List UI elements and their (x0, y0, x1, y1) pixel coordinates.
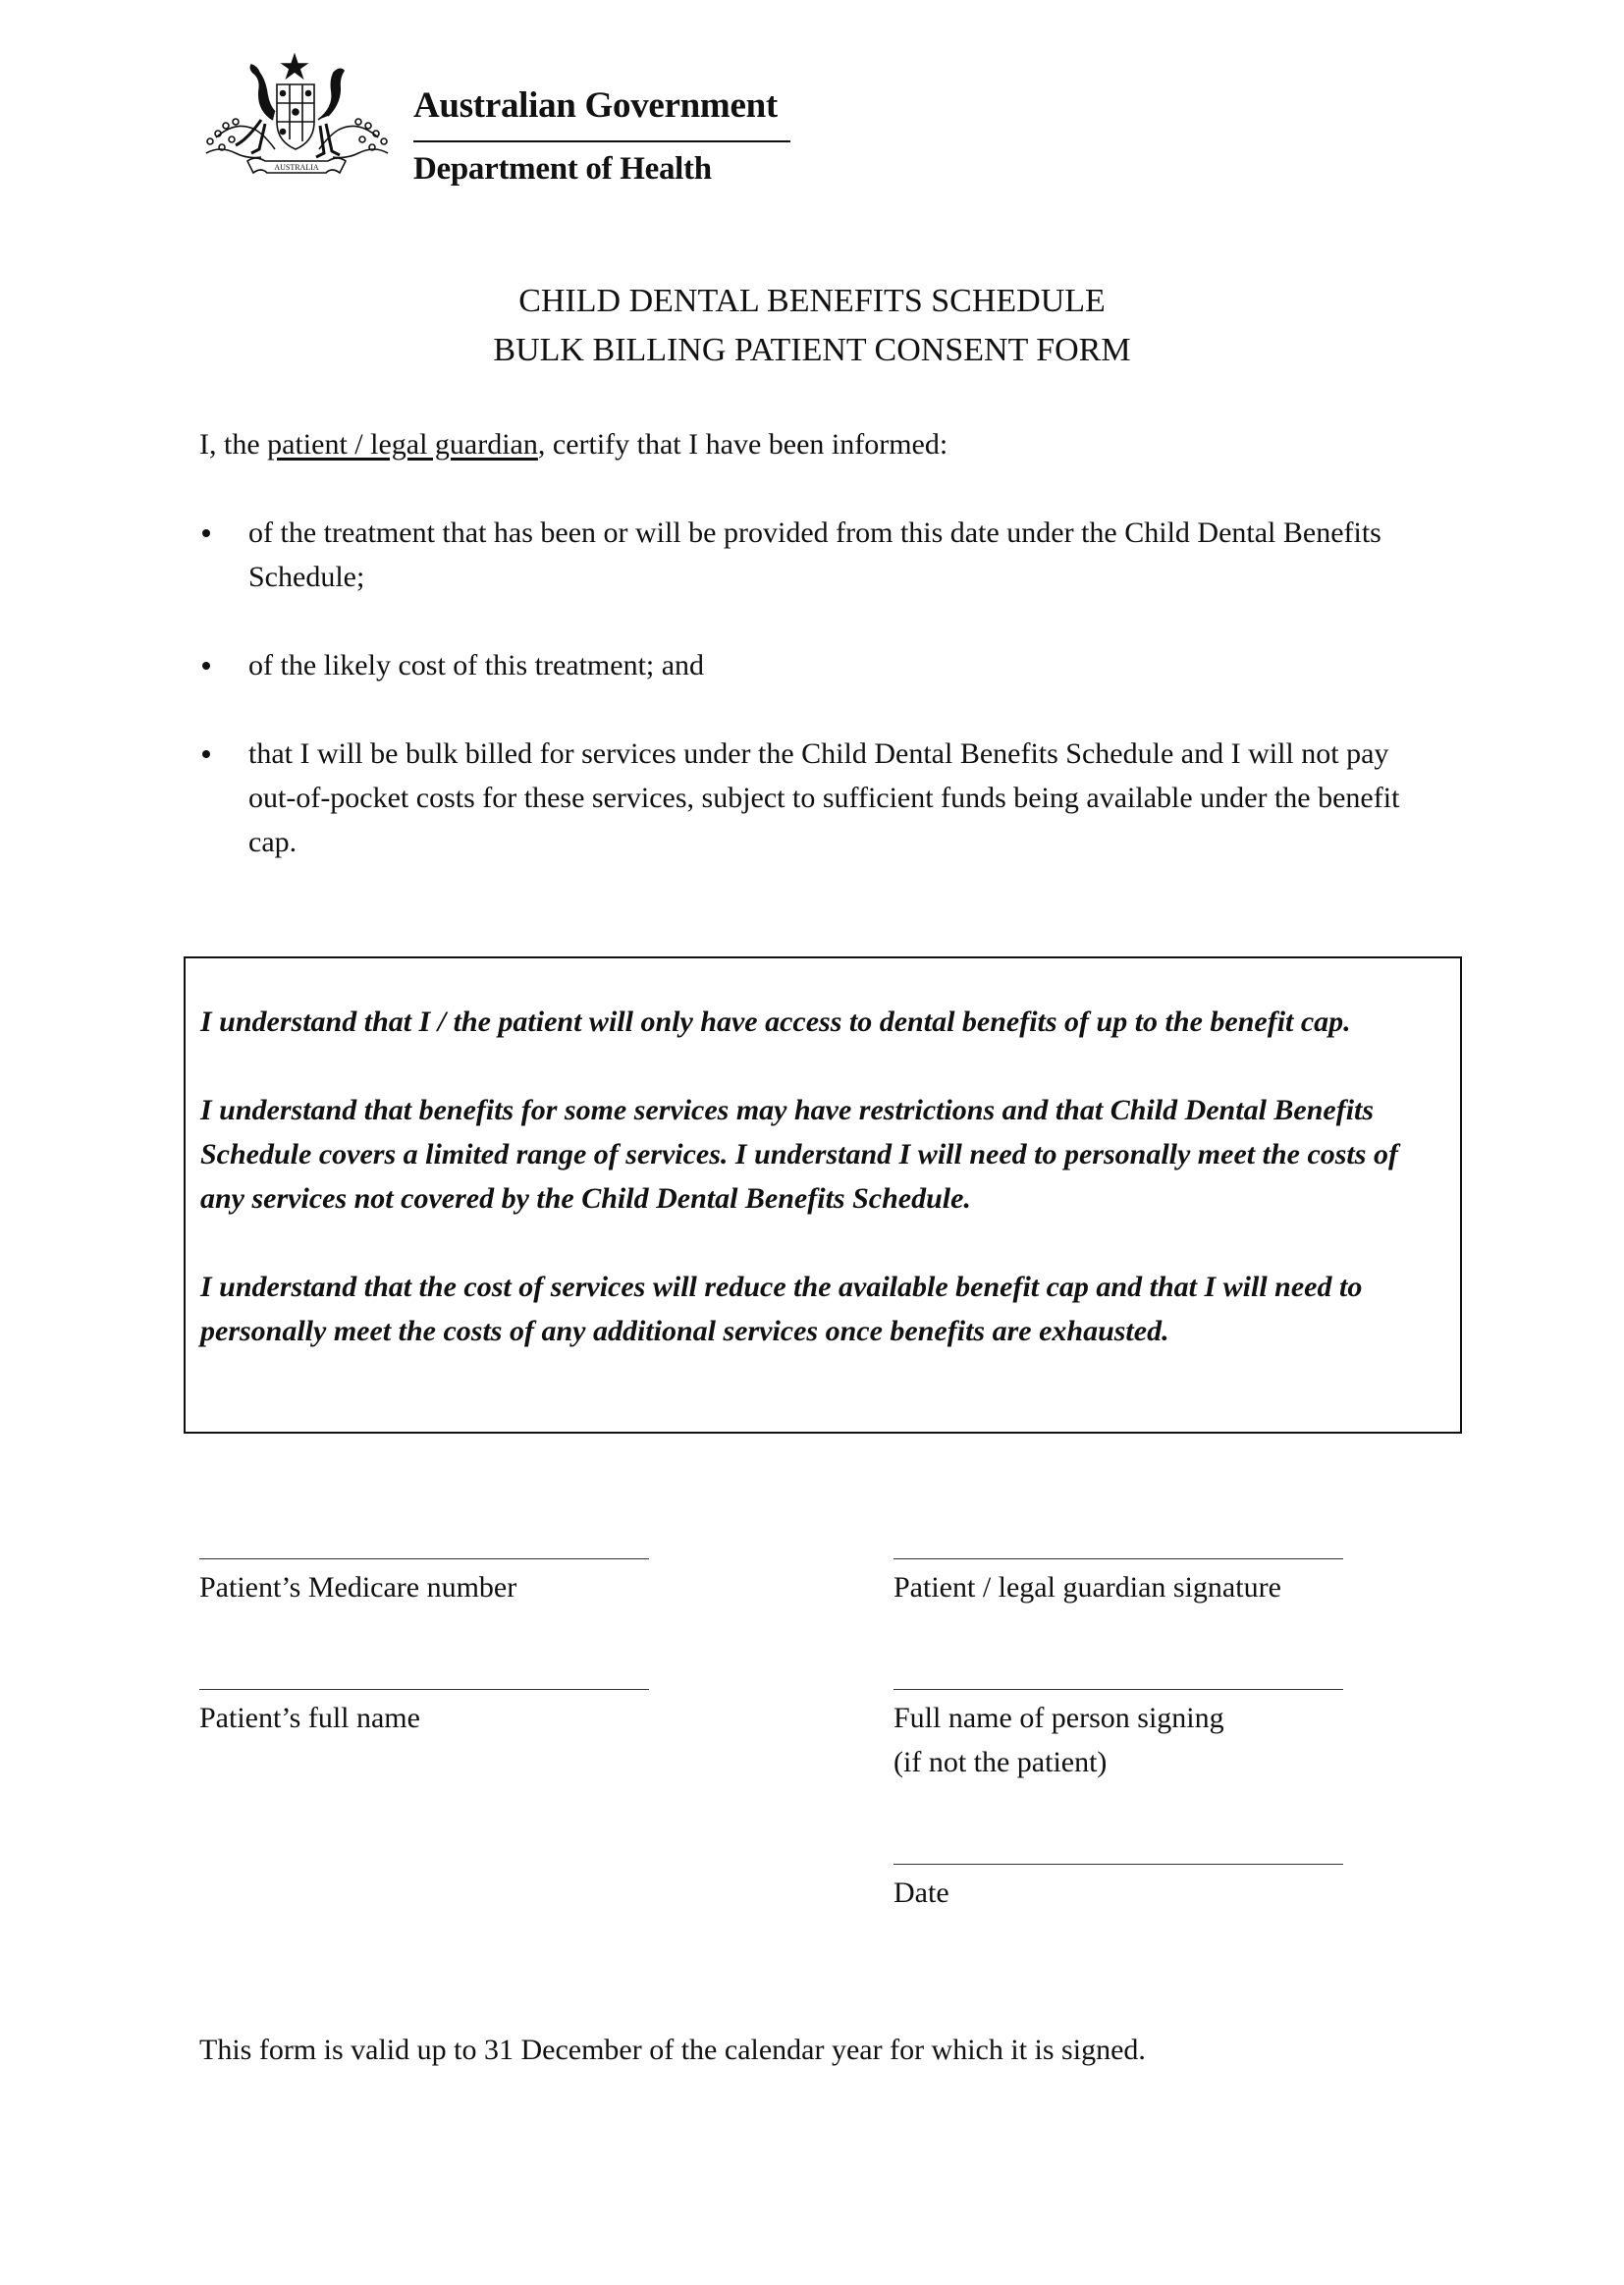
medicare-number-line[interactable] (199, 1558, 649, 1559)
date-label: Date (893, 1877, 949, 1909)
date-field[interactable] (893, 1864, 1343, 1915)
department-name: Department of Health (413, 151, 712, 187)
list-item (199, 732, 1436, 864)
acknowledgement-box (184, 956, 1462, 1434)
signature-line[interactable] (893, 1558, 1343, 1559)
validity-note: This form is valid up to 31 December of the calendar year for which it is signed. (199, 2034, 1146, 2066)
list-item (199, 511, 1436, 599)
intro-role: patient / legal guardian (267, 428, 538, 461)
full-name-label: Patient’s full name (199, 1702, 420, 1734)
full-name-line[interactable] (199, 1689, 649, 1690)
bullet-icon (202, 662, 210, 670)
signature-field[interactable] (893, 1558, 1343, 1609)
form-title-line-2: BULK BILLING PATIENT CONSENT FORM (493, 332, 1131, 368)
intro-prefix: I, the (199, 428, 268, 461)
signer-name-field[interactable] (893, 1689, 1343, 1784)
intro-suffix: , certify that I have been informed: (537, 428, 948, 461)
signature-label: Patient / legal guardian signature (893, 1571, 1281, 1604)
list-item (199, 643, 1436, 687)
signer-name-line[interactable] (893, 1689, 1343, 1690)
list-item-text: that I will be bulk billed for services under the Child Dental Benefits Schedule and I will not pay out-of-pocket costs for these services, subject to sufficient funds being available under the benefit cap. (248, 737, 1400, 858)
list-item-text: of the treatment that has been or will be provided from this date under the Child Dental Benefits Schedule; (248, 517, 1381, 593)
signer-name-sublabel: (if not the patient) (893, 1746, 1108, 1778)
bullet-icon (202, 529, 210, 537)
list-item-text: of the likely cost of this treatment; and (248, 649, 705, 681)
acknowledgement-statement: I understand that the cost of services will reduce the available benefit cap and that I will need to personally meet the costs of any additional services once benefits are exhausted. (200, 1271, 1363, 1347)
medicare-number-field[interactable] (199, 1558, 649, 1609)
informed-list (199, 511, 1436, 908)
acknowledgement-statement: I understand that benefits for some services may have restrictions and that Child Dental Benefits Schedule covers a limited range of services. I understand I will need to personally meet the costs of any services not covered by the Child Dental Benefits Schedule. (200, 1094, 1398, 1215)
date-line[interactable] (893, 1864, 1343, 1865)
certification-intro (199, 422, 947, 466)
bullet-icon (202, 750, 210, 758)
header-divider (413, 140, 790, 142)
coat-of-arms-logo (196, 51, 398, 198)
government-name: Australian Government (413, 85, 778, 126)
medicare-number-label: Patient’s Medicare number (199, 1571, 517, 1604)
acknowledgement-statement: I understand that I / the patient will only have access to dental benefits of up to the benefit cap. (200, 1006, 1351, 1038)
full-name-field[interactable] (199, 1689, 649, 1740)
crest-scroll-text: AUSTRALIA (274, 163, 319, 172)
signer-name-label: Full name of person signing (893, 1702, 1224, 1734)
form-title-line-1: CHILD DENTAL BENEFITS SCHEDULE (518, 283, 1106, 319)
